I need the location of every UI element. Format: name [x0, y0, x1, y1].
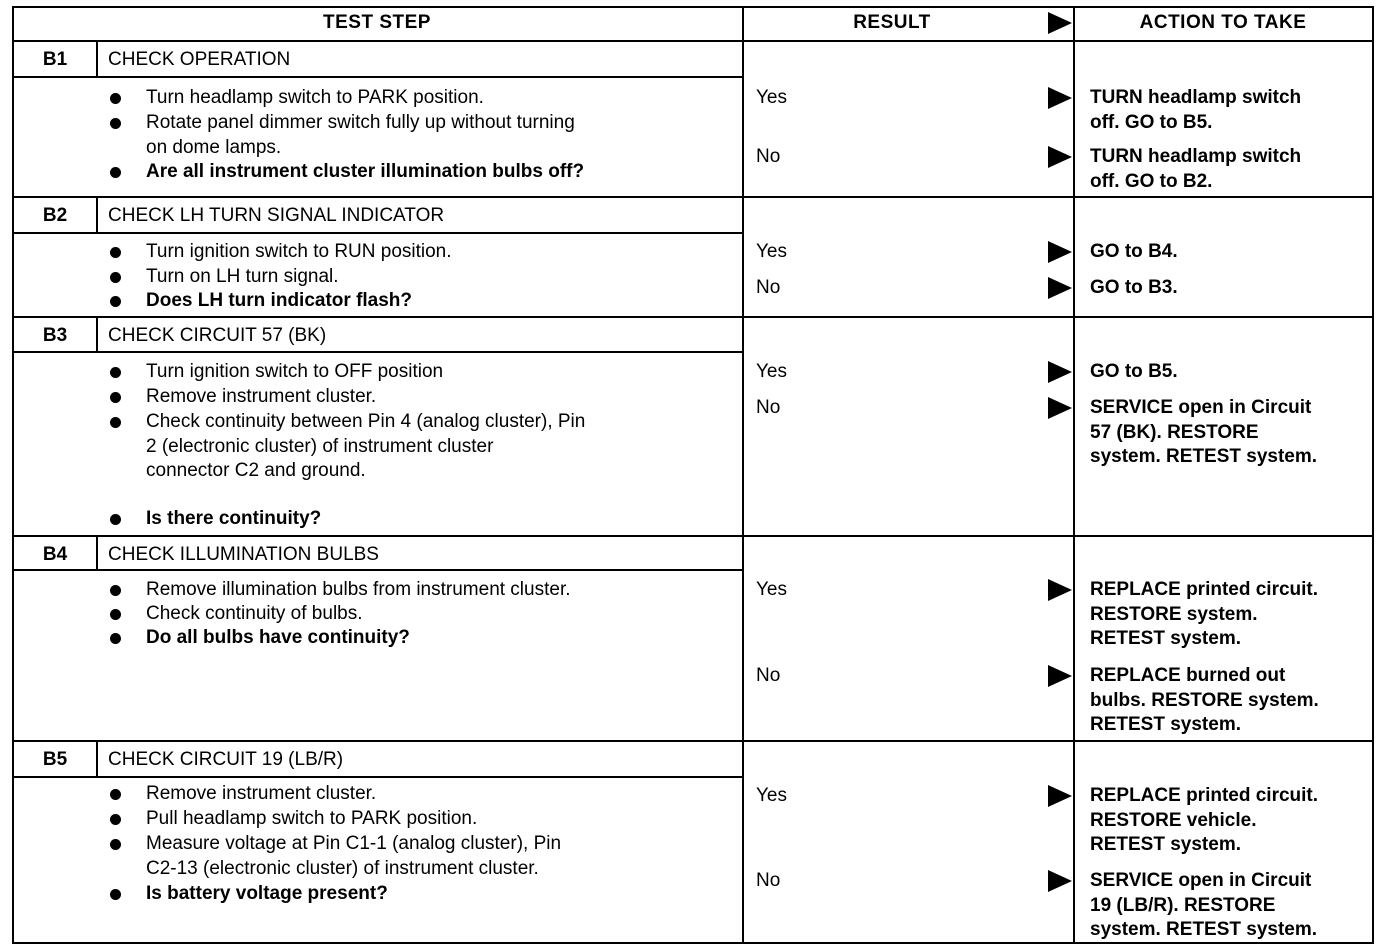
- action-text: REPLACE printed circuit.: [1090, 579, 1319, 600]
- action-text: RETEST system.: [1090, 714, 1241, 735]
- step-id: B3: [42, 325, 68, 346]
- row-divider: [12, 535, 1374, 537]
- action-text: SERVICE open in Circuit: [1090, 397, 1312, 418]
- action-line: [1090, 145, 1301, 170]
- arrow-icon: [1048, 87, 1072, 109]
- row-divider: [12, 196, 1374, 198]
- diagnostic-table: [12, 6, 1374, 944]
- result-label: Yes: [756, 241, 787, 262]
- action-text: off. GO to: [1090, 170, 1183, 192]
- result-label: No: [756, 277, 781, 298]
- action-line: [1090, 784, 1318, 809]
- header-test-step: TEST STEP: [323, 12, 431, 33]
- action-text: 57 (BK). RESTORE: [1090, 421, 1259, 443]
- bullet-icon: [110, 93, 121, 104]
- action-text: TURN headlamp switch: [1090, 87, 1302, 108]
- instruction-line: on dome lamps.: [146, 136, 282, 158]
- action-text: B2.: [1182, 170, 1213, 192]
- action-line: [1090, 689, 1319, 714]
- bullet-icon: [110, 296, 121, 307]
- bullet-icon: [110, 417, 121, 428]
- action-line: [1090, 809, 1257, 834]
- column-divider-action: [1073, 6, 1075, 944]
- arrow-icon: [1048, 785, 1072, 807]
- action-text: RETEST system.: [1090, 628, 1241, 649]
- action-line: [1090, 396, 1311, 421]
- action-text: GO to: [1090, 361, 1149, 382]
- result-label: No: [756, 665, 781, 686]
- bullet-icon: [110, 118, 121, 129]
- bullet-icon: [110, 247, 121, 258]
- header-result: RESULT: [853, 12, 931, 33]
- action-line: [1090, 713, 1241, 738]
- action-line: [1090, 833, 1241, 858]
- bullet-icon: [110, 392, 121, 403]
- instruction-line: connector C2 and ground.: [146, 460, 366, 481]
- action-text: SERVICE open in Circuit: [1090, 870, 1312, 891]
- action-text: off. GO to: [1090, 111, 1183, 133]
- action-line: [1090, 627, 1241, 652]
- bullet-icon: [110, 585, 121, 596]
- action-text: RETEST system.: [1090, 834, 1241, 855]
- column-divider-result: [742, 6, 744, 944]
- instruction-line: Turn on LH turn signal.: [146, 266, 339, 287]
- result-label: Yes: [756, 579, 787, 600]
- result-label: Yes: [756, 785, 787, 806]
- step-id: B4: [42, 544, 68, 565]
- action-line: [1090, 578, 1318, 603]
- step-title-divider: [12, 351, 743, 353]
- bullet-icon: [110, 839, 121, 850]
- instruction-line: 2 (electronic cluster) of instrument cluster: [146, 435, 494, 457]
- bullet-icon: [110, 514, 121, 525]
- arrow-icon: [1048, 241, 1072, 263]
- action-line: [1090, 170, 1212, 195]
- arrow-icon: [1048, 579, 1072, 601]
- instruction-line: Does LH turn indicator flash?: [146, 290, 413, 311]
- action-text: REPLACE burned out: [1090, 665, 1286, 686]
- instruction-line: Remove instrument cluster.: [146, 783, 377, 804]
- table-top-border: [12, 6, 1374, 8]
- result-label: No: [756, 870, 781, 891]
- arrow-icon: [1048, 397, 1072, 419]
- instruction-line: Pull headlamp switch to PARK position.: [146, 808, 478, 829]
- action-line: [1090, 111, 1212, 136]
- instruction-line: Remove illumination bulbs from instrument cluster.: [146, 579, 571, 600]
- action-line: [1090, 869, 1311, 894]
- action-text: GO to: [1090, 241, 1149, 262]
- step-title-divider: [12, 76, 743, 78]
- action-line: [1090, 421, 1259, 446]
- action-text: RESTORE vehicle.: [1090, 809, 1257, 831]
- instruction-line: C2-13 (electronic cluster) of instrument cluster.: [146, 857, 539, 879]
- step-title-divider: [12, 232, 743, 234]
- bullet-icon: [110, 789, 121, 800]
- bullet-icon: [110, 633, 121, 644]
- action-line: [1090, 894, 1275, 919]
- step-id: B1: [42, 49, 68, 70]
- step-title: CHECK LH TURN SIGNAL INDICATOR: [108, 205, 445, 226]
- action-line: [1090, 603, 1258, 628]
- bullet-icon: [110, 814, 121, 825]
- instruction-line: Turn ignition switch to RUN position.: [146, 241, 452, 262]
- step-id-divider: [96, 316, 98, 351]
- bullet-icon: [110, 889, 121, 900]
- step-title: CHECK CIRCUIT 19 (LB/R): [108, 749, 344, 770]
- step-id: B5: [42, 749, 68, 770]
- step-title: CHECK ILLUMINATION BULBS: [108, 544, 379, 565]
- instruction-line: Turn ignition switch to OFF position: [146, 361, 444, 382]
- instruction-line: Measure voltage at Pin C1-1 (analog cluster), Pin: [146, 833, 562, 854]
- step-id-divider: [96, 535, 98, 569]
- instruction-line: Turn headlamp switch to PARK position.: [146, 87, 484, 108]
- action-text: GO to: [1090, 277, 1149, 298]
- step-title-divider: [12, 569, 743, 571]
- header-action: ACTION TO TAKE: [1139, 12, 1307, 33]
- result-label: Yes: [756, 87, 787, 108]
- action-line: [1090, 664, 1285, 689]
- action-text: 19 (LB/R). RESTORE: [1090, 894, 1276, 916]
- step-id: B2: [42, 205, 68, 226]
- instruction-line: Rotate panel dimmer switch fully up without turning: [146, 112, 575, 133]
- step-id-divider: [96, 740, 98, 776]
- row-divider: [12, 316, 1374, 318]
- step-title: CHECK OPERATION: [108, 49, 291, 70]
- arrow-icon: [1048, 277, 1072, 299]
- instruction-line: Is battery voltage present?: [146, 883, 388, 904]
- action-text: REPLACE printed circuit.: [1090, 785, 1319, 806]
- bullet-icon: [110, 167, 121, 178]
- action-line: [1090, 240, 1178, 265]
- action-text: system. RETEST system.: [1090, 919, 1318, 940]
- header-divider: [12, 40, 1374, 42]
- table-left-border: [12, 6, 14, 944]
- action-text: system. RETEST system.: [1090, 446, 1318, 467]
- action-line: [1090, 445, 1317, 470]
- instruction-line: Are all instrument cluster illumination bulbs off?: [146, 161, 585, 182]
- row-divider: [12, 740, 1374, 742]
- result-label: Yes: [756, 361, 787, 382]
- step-title-divider: [12, 776, 743, 778]
- step-id-divider: [96, 196, 98, 232]
- arrow-icon: [1048, 146, 1072, 168]
- bullet-icon: [110, 367, 121, 378]
- action-text: RESTORE system.: [1090, 603, 1258, 625]
- action-line: [1090, 360, 1178, 385]
- result-label: No: [756, 397, 781, 418]
- instruction-line: Do all bulbs have continuity?: [146, 627, 410, 648]
- instruction-line: Check continuity of bulbs.: [146, 603, 363, 624]
- action-text: B3.: [1148, 277, 1178, 298]
- instruction-line: Check continuity between Pin 4 (analog cluster), Pin: [146, 411, 586, 432]
- table-right-border: [1372, 6, 1374, 944]
- action-text: B5.: [1148, 361, 1178, 382]
- action-text: B4.: [1148, 241, 1178, 262]
- arrow-icon: [1048, 361, 1072, 383]
- action-text: bulbs. RESTORE system.: [1090, 689, 1319, 711]
- instruction-line: Is there continuity?: [146, 508, 322, 529]
- action-line: [1090, 918, 1317, 943]
- step-title: CHECK CIRCUIT 57 (BK): [108, 325, 327, 346]
- action-line: [1090, 276, 1178, 301]
- bullet-icon: [110, 272, 121, 283]
- action-text: B5.: [1182, 111, 1213, 133]
- result-label: No: [756, 146, 781, 167]
- arrow-icon: [1048, 665, 1072, 687]
- action-text: TURN headlamp switch: [1090, 146, 1302, 167]
- arrow-icon: [1048, 870, 1072, 892]
- action-line: [1090, 86, 1301, 111]
- step-id-divider: [96, 40, 98, 76]
- bullet-icon: [110, 609, 121, 620]
- header-arrow-icon: [1048, 12, 1072, 34]
- instruction-line: Remove instrument cluster.: [146, 386, 377, 407]
